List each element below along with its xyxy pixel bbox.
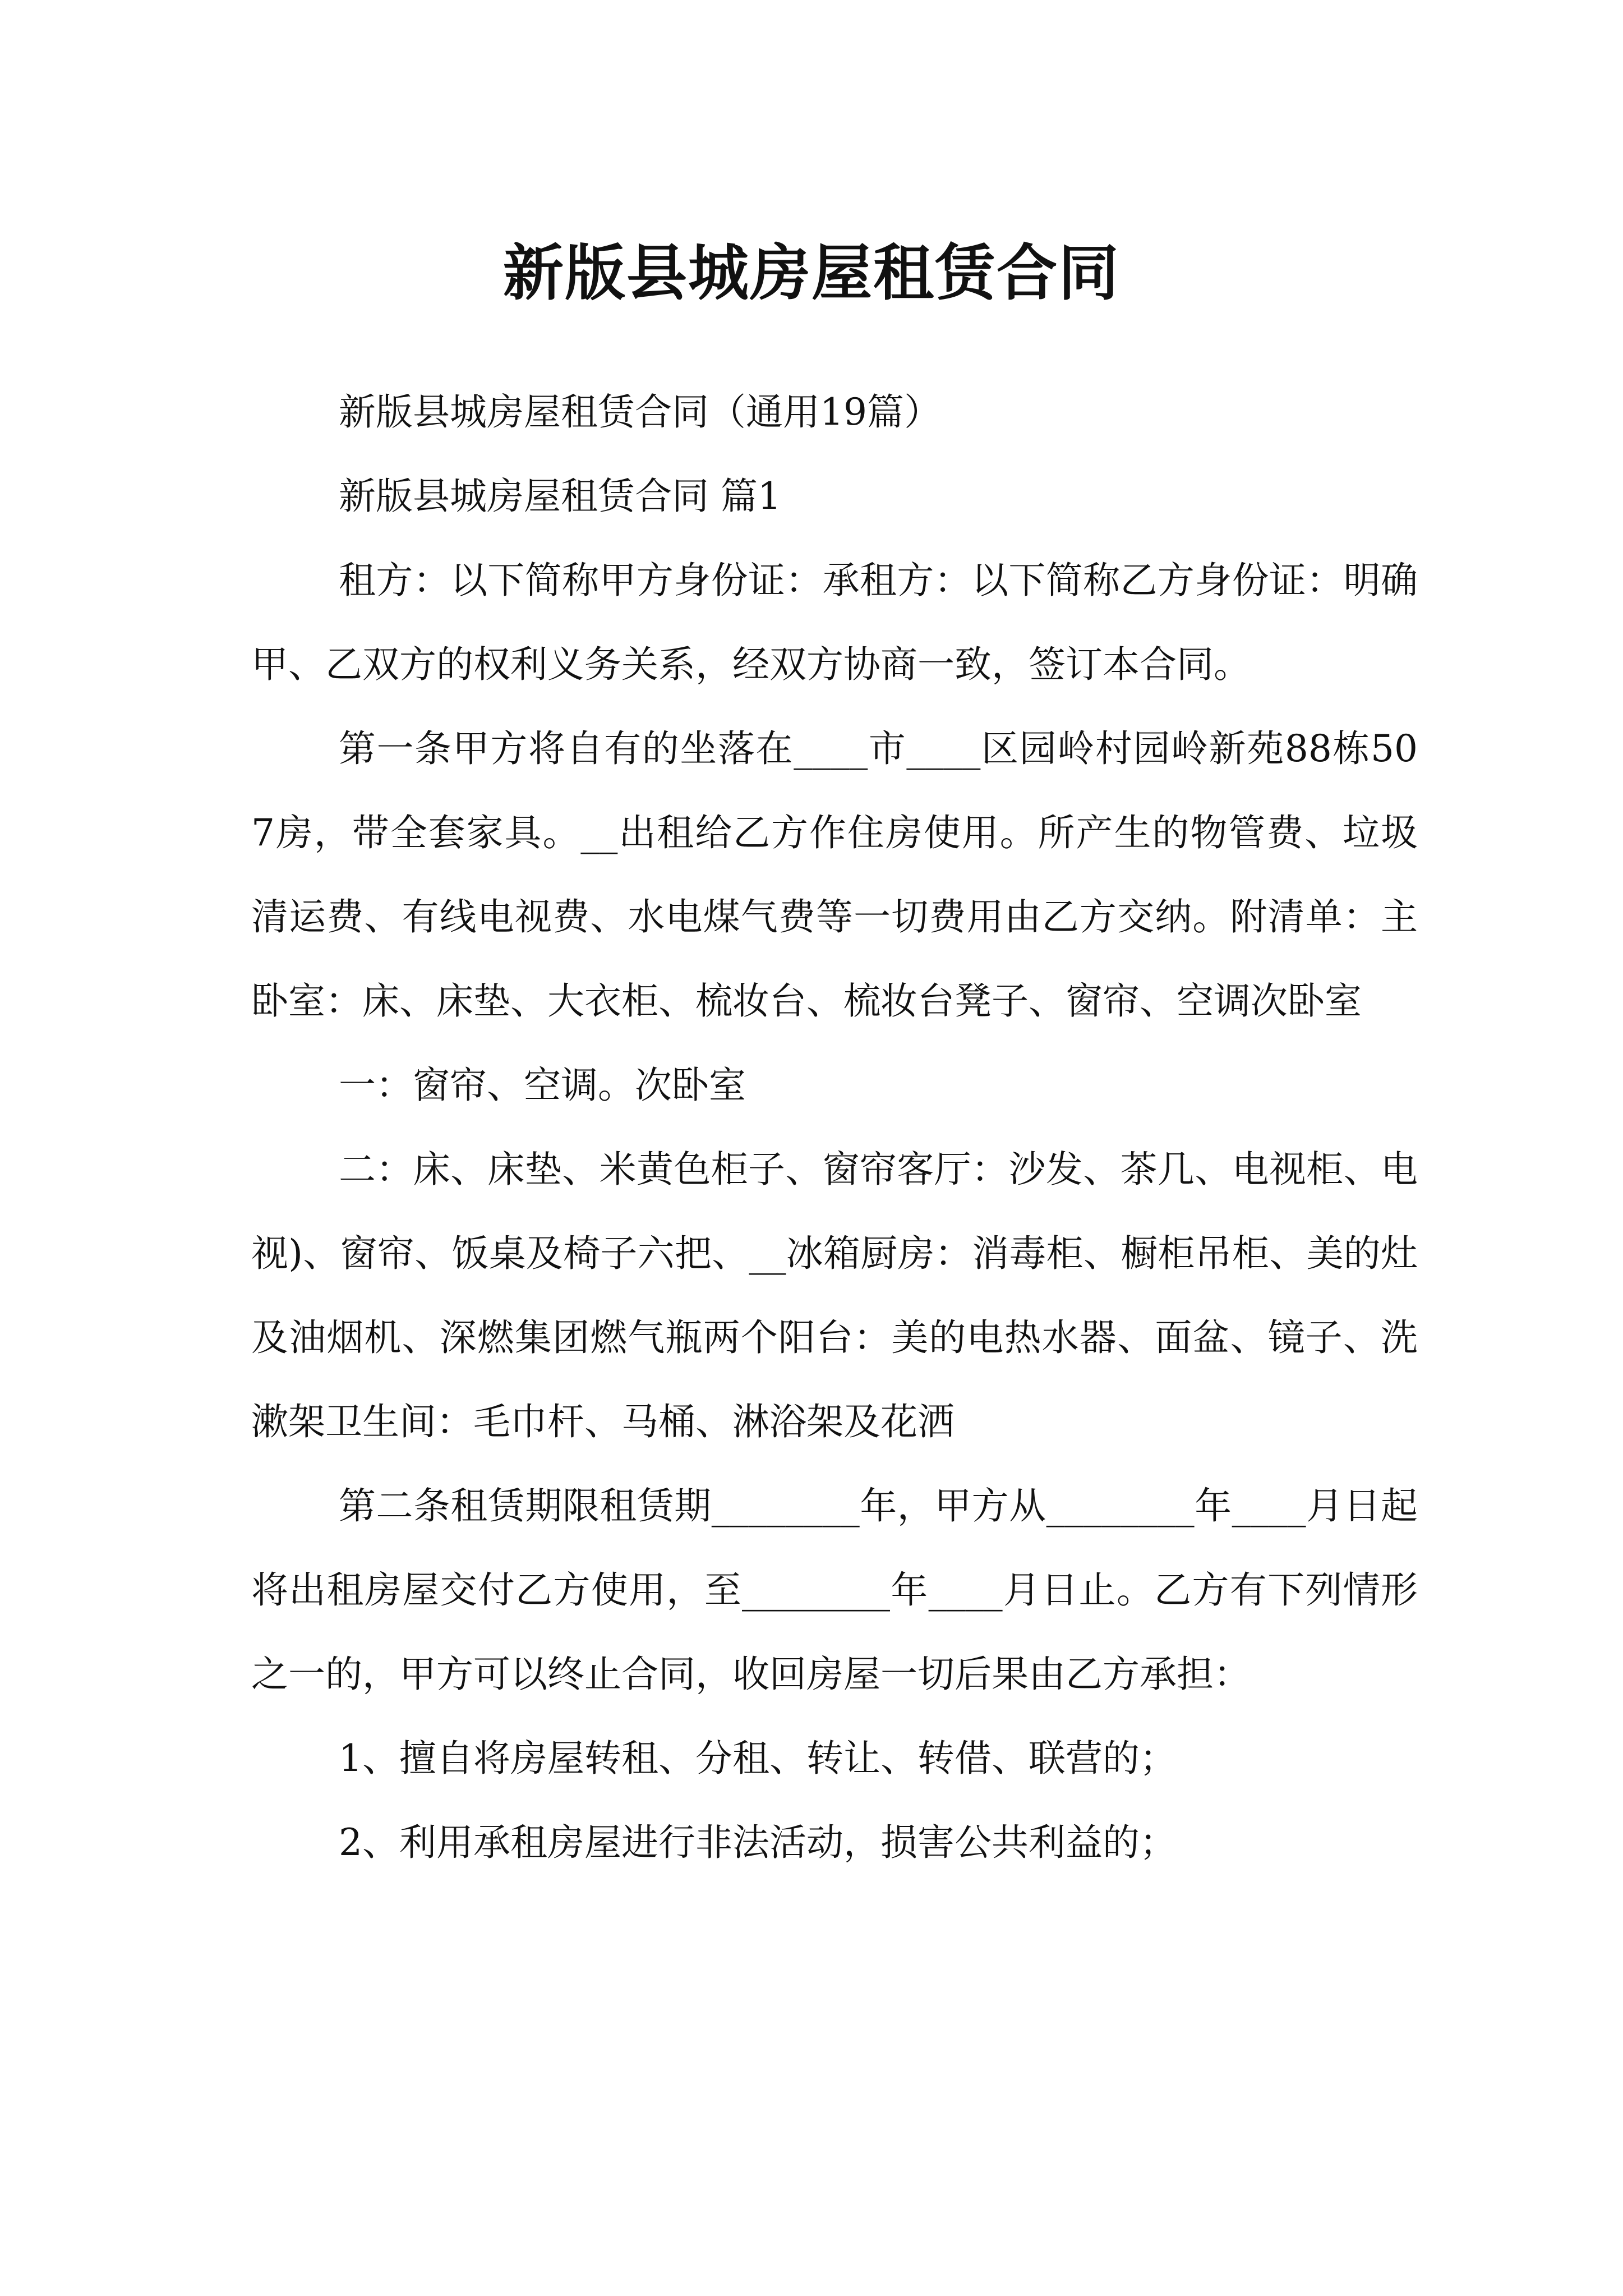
paragraph-parties: 租方：以下简称甲方身份证：承租方：以下简称乙方身份证：明确甲、乙双方的权利义务关系，经双方协商一致，签订本合同。: [251, 559, 1418, 686]
paragraph-article-2: 第二条租赁期限租赁期________年，甲方从________年____月日起将出租房屋交付乙方使用，至________年____月日止。乙方有下列情形之一的，甲方可以终止合同，收回房屋一切后果由乙方承担：: [251, 1484, 1418, 1696]
paragraph-bedroom-2-inventory: 二：床、床垫、米黄色柜子、窗帘客厅：沙发、茶几、电视柜、电视)、窗帘、饭桌及椅子六把、__冰箱厨房：消毒柜、橱柜吊柜、美的灶及油烟机、深燃集团燃气瓶两个阳台：美的电热水器、面盆、镜子、洗漱架卫生间：毛巾杆、马桶、淋浴架及花洒: [251, 1148, 1418, 1443]
paragraph-clause-1: 1、擅自将房屋转租、分租、转让、转借、联营的；: [339, 1737, 1177, 1780]
paragraph-bedroom-1: 一：窗帘、空调。次卧室: [339, 1064, 746, 1107]
document-body: [251, 370, 1418, 1885]
document-title: 新版县城房屋租赁合同: [502, 238, 1120, 309]
paragraph-section-heading: 新版县城房屋租赁合同 篇1: [339, 475, 781, 518]
paragraph-clause-2: 2、利用承租房屋进行非法活动，损害公共利益的；: [339, 1821, 1177, 1864]
paragraph-subtitle: 新版县城房屋租赁合同（通用19篇）: [339, 390, 941, 434]
paragraph-article-1: 第一条甲方将自有的坐落在____市____区园岭村园岭新苑88栋507房，带全套家具。__出租给乙方作住房使用。所产生的物管费、垃圾清运费、有线电视费、水电煤气费等一切费用由乙方交纳。附清单：主卧室：床、床垫、大衣柜、梳妆台、梳妆台凳子、窗帘、空调次卧室: [251, 727, 1418, 1023]
